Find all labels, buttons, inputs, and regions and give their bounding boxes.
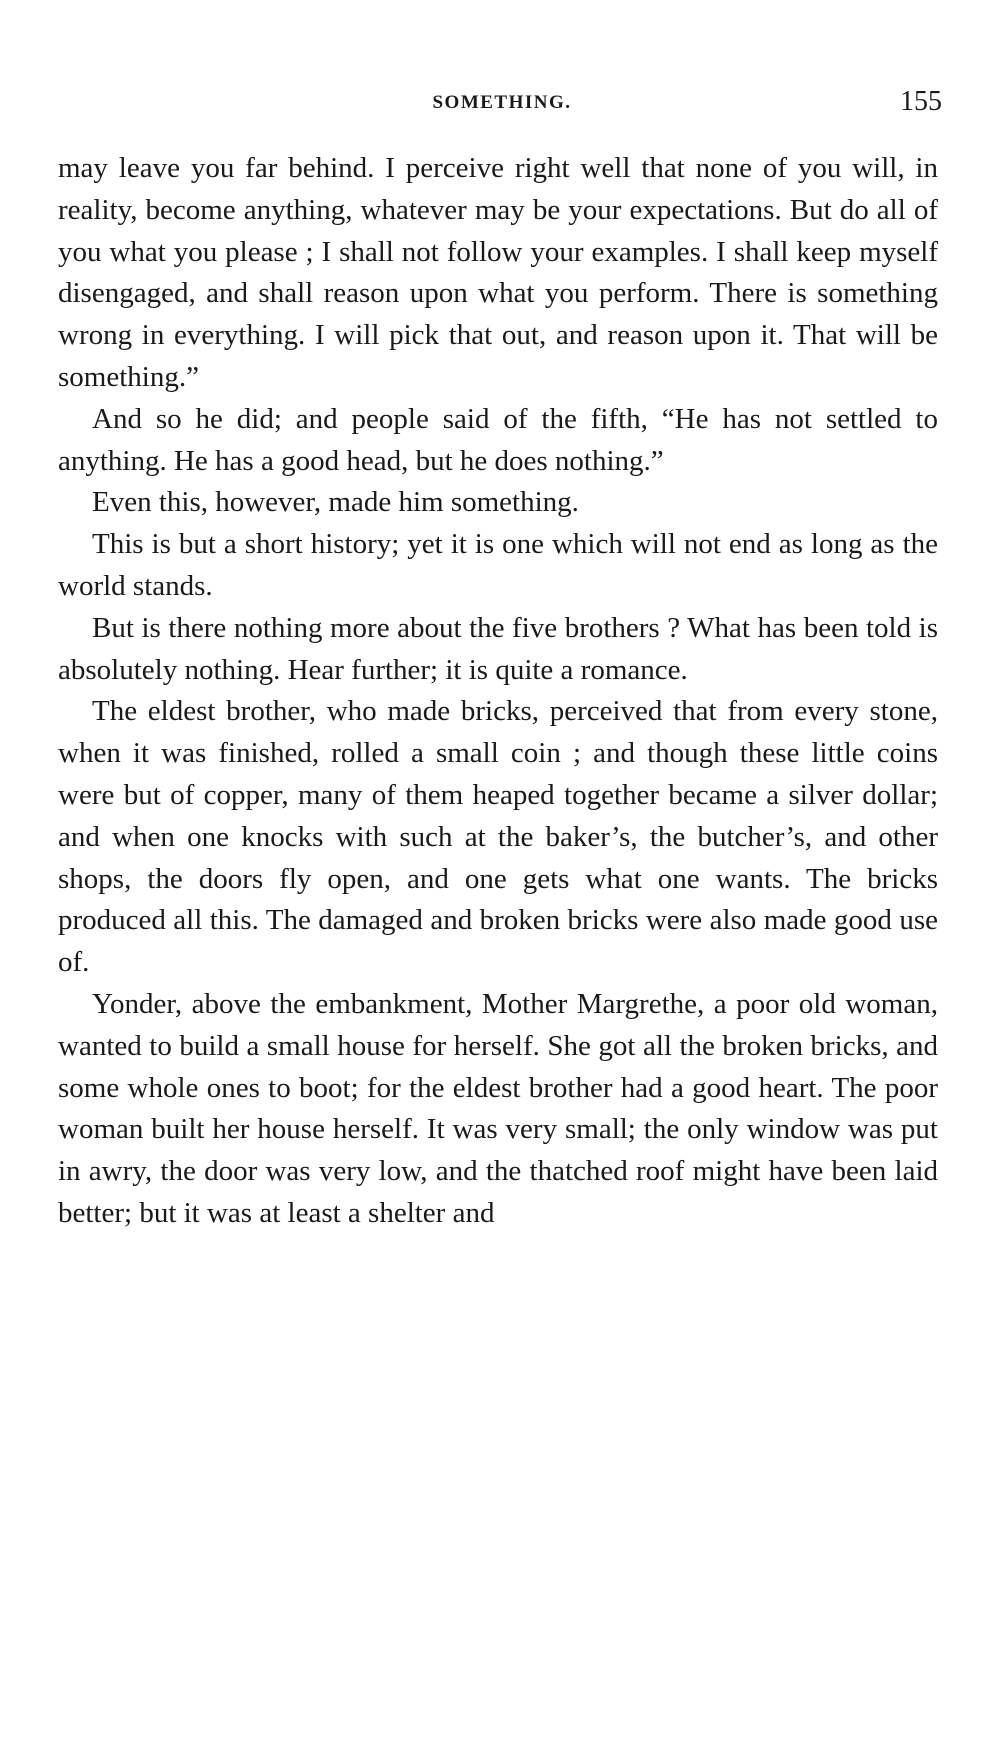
paragraph: The eldest brother, who made bricks, perceived that from every stone, when it was finished, rolled a small coin ; and though these little coins were but of copper, many of them heaped together became a silver dollar; and when one knocks with such at the baker’s, the butcher’s, and other shops, the doors fly open, and one gets what one wants. The bricks produced all this. The damaged and broken bricks were also made good use of. bbox=[58, 695, 938, 979]
paragraph: But is there nothing more about the five brothers ? What has been told is absolutely nothing. Hear further; it is quite a romance. bbox=[58, 611, 938, 686]
paragraph: And so he did; and people said of the fifth, “He has not settled to anything. He has a good head, but he does nothing.” bbox=[58, 402, 938, 477]
running-title: SOMETHING. bbox=[432, 92, 572, 113]
page-number: 155 bbox=[900, 86, 942, 117]
paragraph: This is but a short history; yet it is one which will not end as long as the world stands. bbox=[58, 528, 938, 602]
paragraph: may leave you far behind. I perceive right well that none of you will, in reality, become anything, whatever may be your expectations. But do all of you what you please ; I shall not follow your examples. I shall keep myself disengaged, and shall reason upon what you perform. There is something wrong in everything. I will pick that out, and reason upon it. That will be something.” bbox=[58, 152, 938, 393]
paragraph: Even this, however, made him something. bbox=[92, 486, 579, 519]
paragraph: Yonder, above the embankment, Mother Margrethe, a poor old woman, wanted to build a small house for herself. She got all the broken bricks, and some whole ones to boot; for the eldest brother had a good heart. The poor woman built her house herself. It was very small; the only window was put in awry, the door was very low, and the thatched roof might have been laid better; but it was at least a shelter and bbox=[58, 987, 938, 1229]
body-text bbox=[58, 148, 938, 1235]
running-head bbox=[62, 86, 942, 126]
